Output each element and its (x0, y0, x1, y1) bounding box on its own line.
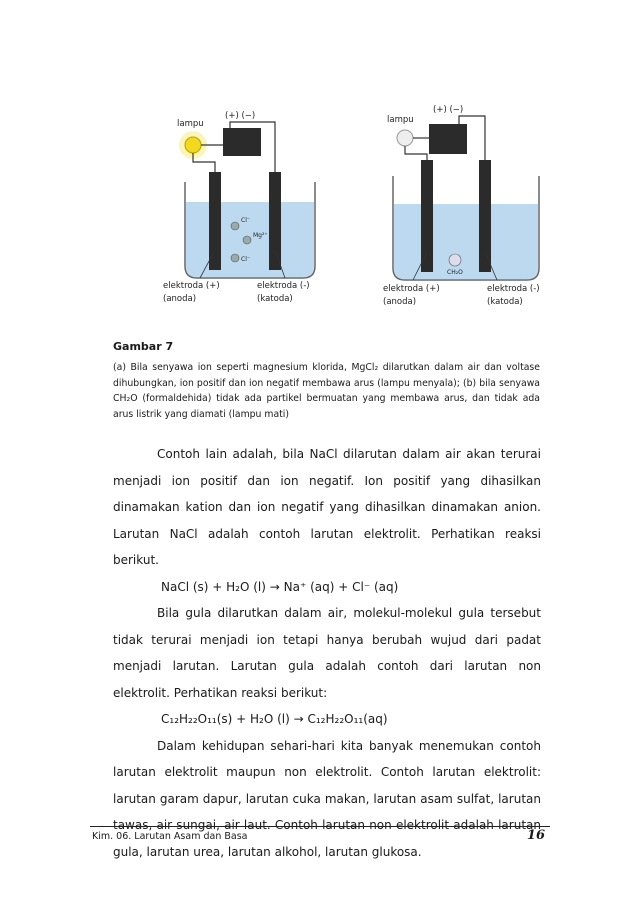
anode-label-left: elektroda (+) (163, 281, 220, 291)
footer-module-title: Kim. 06. Larutan Asam dan Basa (92, 831, 248, 842)
paragraph-3: Dalam kehidupan sehari-hari kita banyak menemukan contoh larutan elektrolit maupun non elektrolit. Contoh larutan elektrolit: larutan garam dapur, larutan cuka makan, larutan asam sulfat, larutan tawas, air sungai, air laut. Contoh larutan non elektrolit adalah larutan gula, larutan urea, larutan alkohol, larutan glukosa. (113, 738, 541, 859)
ion-3 (231, 254, 239, 262)
solution-right (394, 204, 538, 279)
cathode-right (479, 160, 491, 272)
figure-caption-title: Gambar 7 (113, 340, 174, 353)
anode-sub-left: (anoda) (163, 294, 197, 304)
battery-left-icon (223, 128, 261, 156)
paragraph-2: Bila gula dilarutkan dalam air, molekul-molekul gula tersebut tidak terurai menjadi ion tetapi hanya berubah wujud dari padat menjadi larutan. Larutan gula adalah contoh dari larutan non elektrolit. Perhatikan reaksi berikut: (113, 606, 541, 700)
battery-right-icon (429, 124, 467, 154)
equation-1: NaCl (s) + H₂O (l) → Na⁺ (aq) + Cl⁻ (aq) (161, 579, 399, 594)
polarity-right: (+) (−) (433, 105, 464, 115)
lamp-off-icon (397, 130, 413, 146)
wire-anode-right (405, 146, 427, 162)
cathode-left (269, 172, 281, 270)
molecule-label: CH₂O (447, 269, 463, 276)
lamp-label-left: lampu (177, 119, 204, 129)
figure-svg (155, 100, 555, 315)
paragraph-1: Contoh lain adalah, bila NaCl dilarutan dalam air akan terurai menjadi ion positif dan ion negatif. Ion positif yang dihasilkan dinamakan kation dan ion negatif yang dihasilkan dinamakan anion. Larutan NaCl adalah contoh larutan elektrolit. Perhatikan reaksi berikut. (113, 447, 541, 567)
apparatus-left (163, 111, 315, 304)
ion-label-1: Cl⁻ (241, 217, 251, 224)
anode-sub-right: (anoda) (383, 297, 417, 307)
footer-divider (90, 826, 550, 827)
anode-label-right: elektroda (+) (383, 284, 440, 294)
lamp-label-right: lampu (387, 115, 414, 125)
cathode-sub-left: (katoda) (257, 294, 293, 304)
anode-left (209, 172, 221, 270)
anode-right (421, 160, 433, 272)
cathode-label-left: elektroda (-) (257, 281, 310, 291)
body-text (113, 441, 541, 865)
molecule-icon (449, 254, 461, 266)
cathode-sub-right: (katoda) (487, 297, 523, 307)
cathode-label-right: elektroda (-) (487, 284, 540, 294)
equation-2: C₁₂H₂₂O₁₁(s) + H₂O (l) → C₁₂H₂₂O₁₁(aq) (161, 712, 388, 726)
ion-2 (243, 236, 251, 244)
ion-label-3: Cl⁻ (241, 256, 251, 263)
page-number: 16 (526, 828, 545, 843)
electrolysis-figure (155, 100, 555, 315)
ion-label-2: Mg²⁺ (253, 232, 268, 239)
lamp-on-icon (185, 137, 201, 153)
figure-caption: (a) Bila senyawa ion seperti magnesium klorida, MgCl₂ dilarutkan dalam air dan voltase dihubungkan, ion positif dan ion negatif membawa arus (lampu menyala); (b) bila senyawa CH₂O (formaldehida) tidak ada partikel bermuatan yang membawa arus, dan tidak ada arus listrik yang diamati (lampu mati) (113, 362, 540, 420)
ion-1 (231, 222, 239, 230)
polarity-left: (+) (−) (225, 111, 256, 121)
apparatus-right (383, 105, 540, 307)
